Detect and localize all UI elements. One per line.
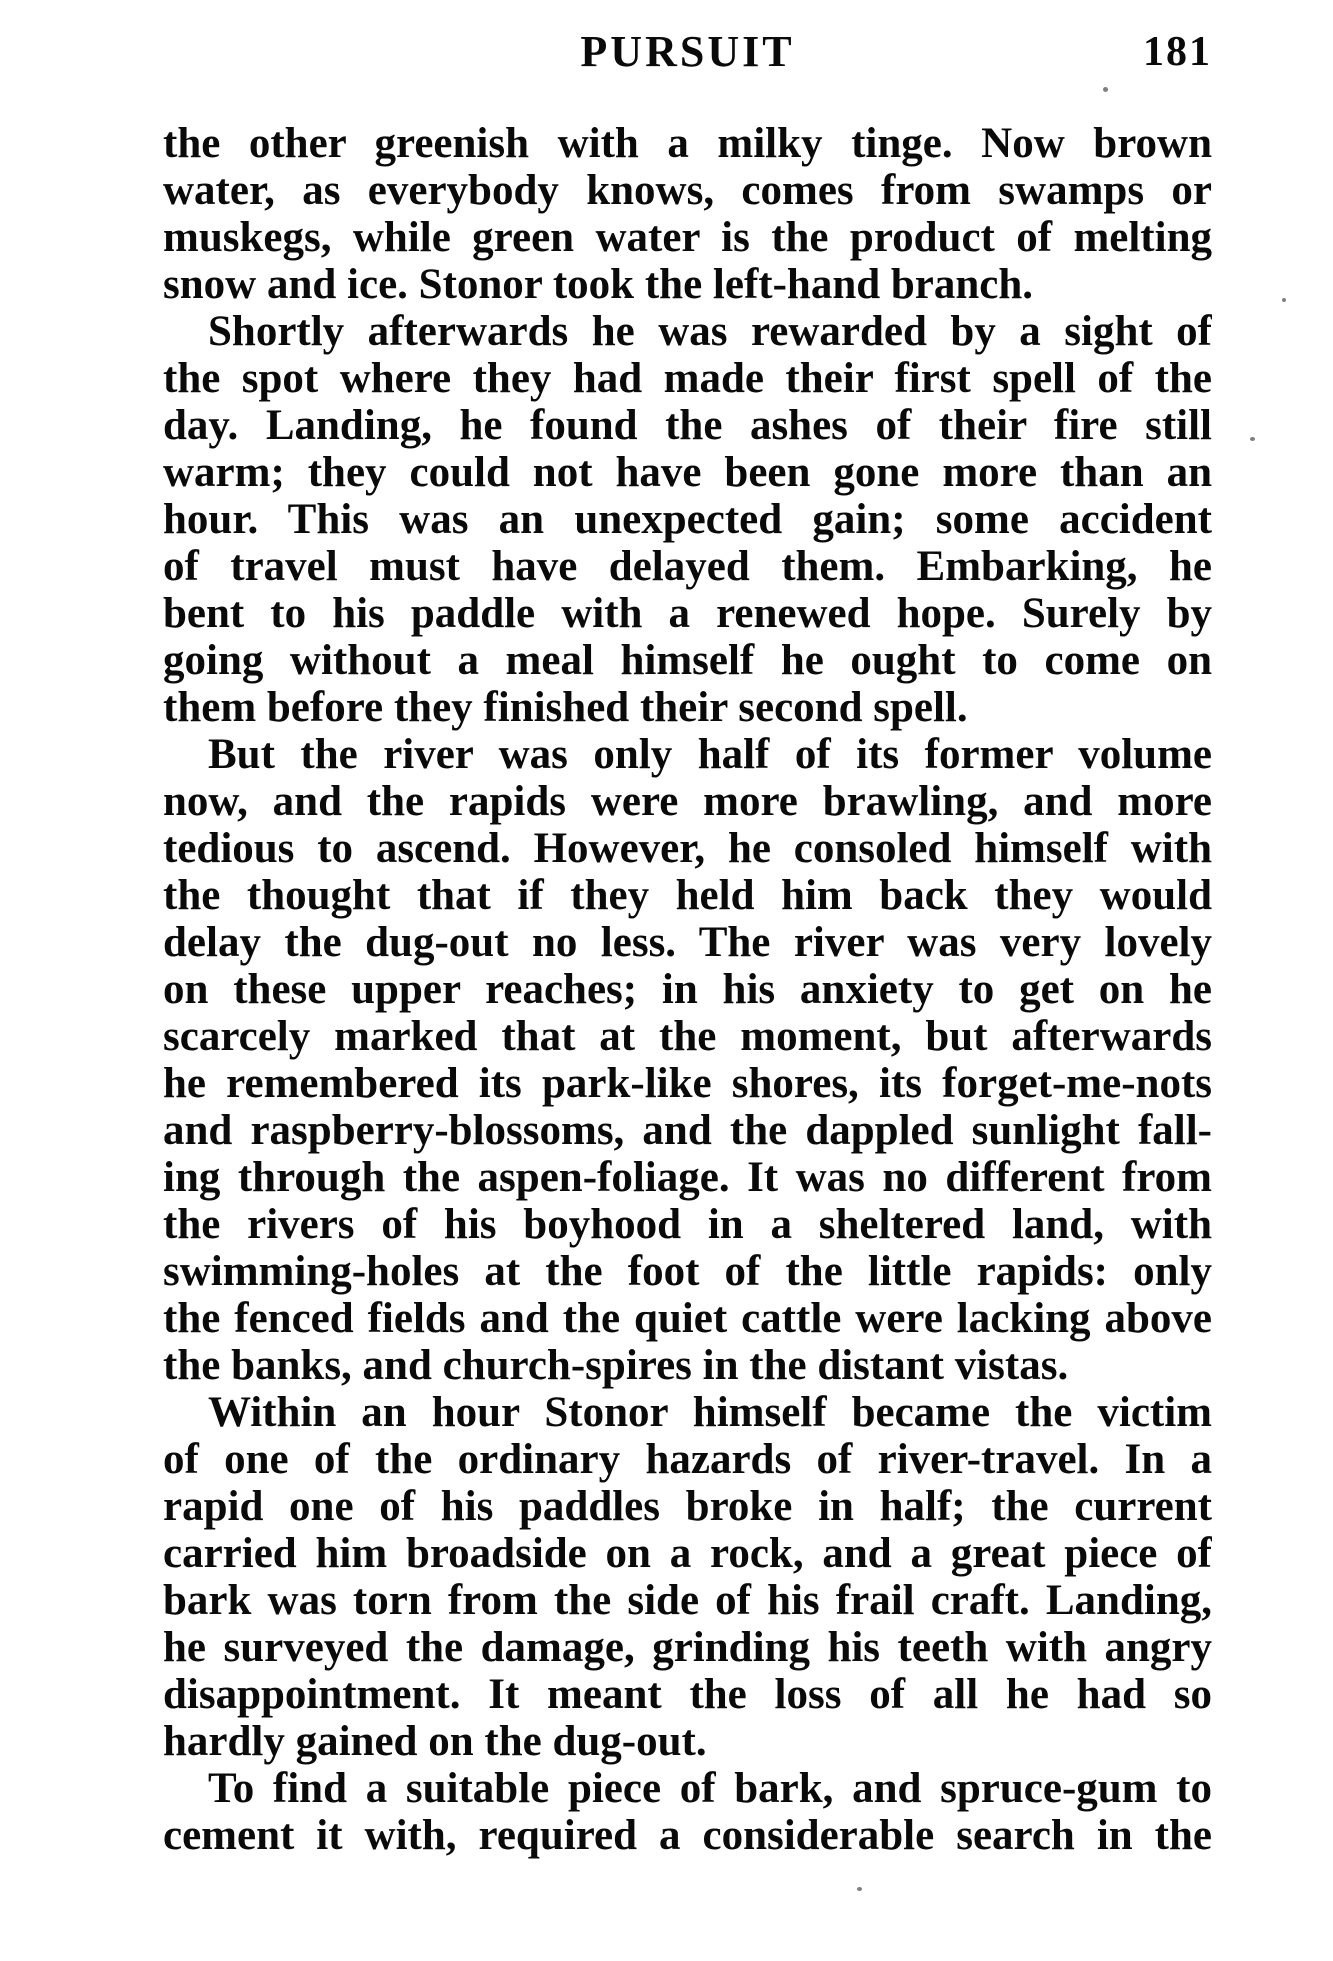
scan-speck xyxy=(1103,87,1108,92)
text-line: hour. This was an unexpected gain; some accident xyxy=(163,496,1212,543)
text-line: Shortly afterwards he was rewarded by a sight of xyxy=(208,308,1212,355)
text-line: ing through the aspen-foliage. It was no different from xyxy=(163,1154,1212,1201)
text-line: Within an hour Stonor himself became the victim xyxy=(208,1389,1212,1436)
page-body xyxy=(163,120,1212,1859)
scan-speck xyxy=(857,1887,862,1891)
text-line: the other greenish with a milky tinge. Now brown xyxy=(163,120,1212,167)
text-line: rapid one of his paddles broke in half; the current xyxy=(163,1483,1212,1530)
paragraph xyxy=(163,1389,1212,1765)
text-line: now, and the rapids were more brawling, and more xyxy=(163,778,1212,825)
text-line: the fenced fields and the quiet cattle were lacking above xyxy=(163,1295,1212,1342)
paragraph xyxy=(163,120,1212,308)
text-line: day. Landing, he found the ashes of their fire still xyxy=(163,402,1212,449)
text-line: on these upper reaches; in his anxiety to get on he xyxy=(163,966,1212,1013)
text-line: he surveyed the damage, grinding his teeth with angry xyxy=(163,1624,1212,1671)
text-line: But the river was only half of its former volume xyxy=(208,731,1212,778)
text-line: swimming-holes at the foot of the little rapids: only xyxy=(163,1248,1212,1295)
text-line: tedious to ascend. However, he consoled himself with xyxy=(163,825,1212,872)
text-line: muskegs, while green water is the product of melting xyxy=(163,214,1212,261)
paragraph xyxy=(163,1765,1212,1859)
text-line: To find a suitable piece of bark, and spruce-gum to xyxy=(208,1765,1212,1812)
text-line: bent to his paddle with a renewed hope. Surely by xyxy=(163,590,1212,637)
paragraph xyxy=(163,731,1212,1389)
text-line: them before they finished their second spell. xyxy=(163,684,968,731)
text-line: the thought that if they held him back they would xyxy=(163,872,1212,919)
running-head xyxy=(163,26,1212,78)
text-line: going without a meal himself he ought to come on xyxy=(163,637,1212,684)
text-line: scarcely marked that at the moment, but afterwards xyxy=(163,1013,1212,1060)
page-title: PURSUIT xyxy=(580,27,795,76)
text-line: the rivers of his boyhood in a sheltered land, with xyxy=(163,1201,1212,1248)
text-line: the spot where they had made their first spell of the xyxy=(163,355,1212,402)
text-line: water, as everybody knows, comes from swamps or xyxy=(163,167,1212,214)
text-line: bark was torn from the side of his frail craft. Landing, xyxy=(163,1577,1212,1624)
text-line: of travel must have delayed them. Embarking, he xyxy=(163,543,1212,590)
text-line: warm; they could not have been gone more than an xyxy=(163,449,1212,496)
paragraph xyxy=(163,308,1212,731)
text-line: and raspberry-blossoms, and the dappled sunlight fall- xyxy=(163,1107,1212,1154)
scan-speck xyxy=(1250,437,1255,441)
text-line: snow and ice. Stonor took the left-hand branch. xyxy=(163,261,1034,308)
text-line: carried him broadside on a rock, and a great piece of xyxy=(163,1530,1212,1577)
text-line: hardly gained on the dug-out. xyxy=(163,1718,707,1765)
text-line: he remembered its park-like shores, its forget-me-nots xyxy=(163,1060,1212,1107)
text-line: the banks, and church-spires in the distant vistas. xyxy=(163,1342,1069,1389)
page-number: 181 xyxy=(1143,29,1212,75)
scan-speck xyxy=(1282,298,1286,302)
text-line: of one of the ordinary hazards of river-travel. In a xyxy=(163,1436,1212,1483)
text-line: cement it with, required a considerable search in the xyxy=(163,1812,1212,1859)
text-line: delay the dug-out no less. The river was very lovely xyxy=(163,919,1212,966)
text-line: disappointment. It meant the loss of all he had so xyxy=(163,1671,1212,1718)
